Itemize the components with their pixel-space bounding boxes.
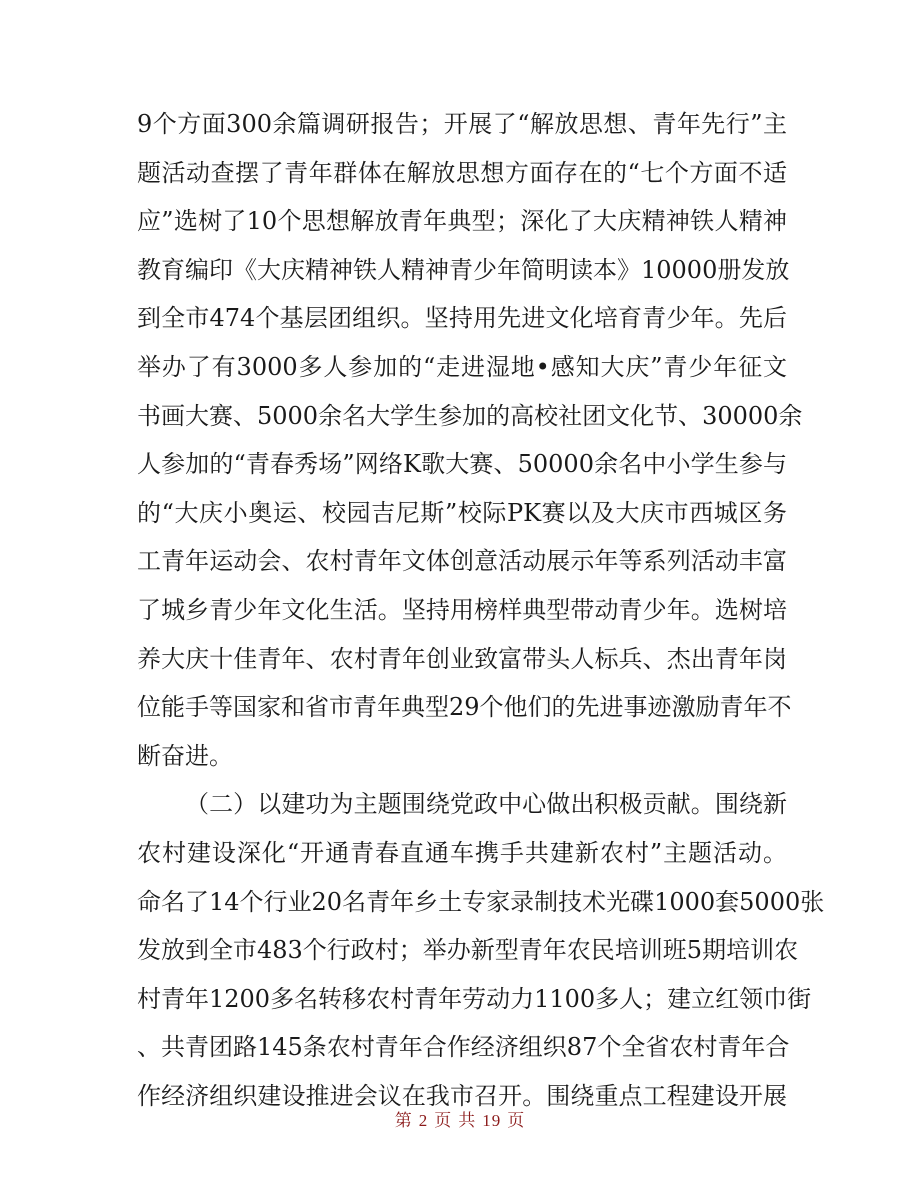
text-line-13: 位能手等国家和省市青年典型29个他们的先进事迹激励青年不 [137, 693, 792, 722]
footer-total-prefix: 共 [458, 1111, 477, 1130]
text-line-21: 作经济组织建设推进会议在我市召开。围绕重点工程建设开展 [137, 1082, 787, 1110]
text-line-1: 9个方面300余篇调研报告；开展了“解放思想、青年先行”主 [137, 110, 787, 138]
text-line-18: 发放到全市483个行政村；举办新型青年农民培训班5期培训农 [137, 936, 799, 965]
text-line-19: 村青年1200多名转移农村青年劳动力1100多人；建立红领巾街 [137, 984, 812, 1013]
text-line-10: 工青年运动会、农村青年文体创意活动展示年等系列活动丰富 [137, 547, 787, 576]
text-line-4: 教育编印《大庆精神铁人精神青少年简明读本》10000册发放 [137, 255, 790, 284]
text-line-14: 断奋进。 [137, 741, 233, 770]
text-line-7: 书画大赛、5000余名大学生参加的高校社团文化节、30000余 [137, 401, 803, 430]
text-line-6: 举办了有3000多人参加的“走进湿地•感知大庆”青少年征文 [137, 353, 787, 381]
footer-total-pages: 19 [482, 1111, 502, 1130]
text-line-2: 题活动查摆了青年群体在解放思想方面存在的“七个方面不适 [137, 158, 787, 187]
text-line-12: 养大庆十佳青年、农村青年创业致富带头人标兵、杰出青年岗 [137, 644, 787, 673]
text-line-20: 、共青团路145条农村青年合作经济组织87个全省农村青年合 [137, 1033, 790, 1062]
footer-prefix: 第 [394, 1111, 413, 1130]
text-line-3: 应”选树了10个思想解放青年典型；深化了大庆精神铁人精神 [137, 207, 787, 236]
text-line-5: 到全市474个基层团组织。坚持用先进文化培育青少年。先后 [137, 304, 787, 333]
text-line-17: 命名了14个行业20名青年乡土专家录制技术光碟1000套5000张 [137, 887, 825, 916]
text-line-11: 了城乡青少年文化生活。坚持用榜样典型带动青少年。选树培 [137, 596, 787, 624]
text-line-15: （二）以建功为主题围绕党政中心做出积极贡献。围绕新 [185, 790, 787, 819]
page-footer [0, 1110, 920, 1132]
footer-page-label: 页 [434, 1111, 453, 1130]
text-line-9: 的“大庆小奥运、校园吉尼斯”校际PK赛以及大庆市西城区务 [137, 498, 787, 527]
footer-page-number: 2 [418, 1111, 429, 1130]
footer-suffix: 页 [507, 1111, 526, 1130]
text-line-16: 农村建设深化“开通青春直通车携手共建新农村”主题活动。 [137, 839, 787, 867]
text-line-8: 人参加的“青春秀场”网络K歌大赛、50000余名中小学生参与 [137, 450, 787, 479]
